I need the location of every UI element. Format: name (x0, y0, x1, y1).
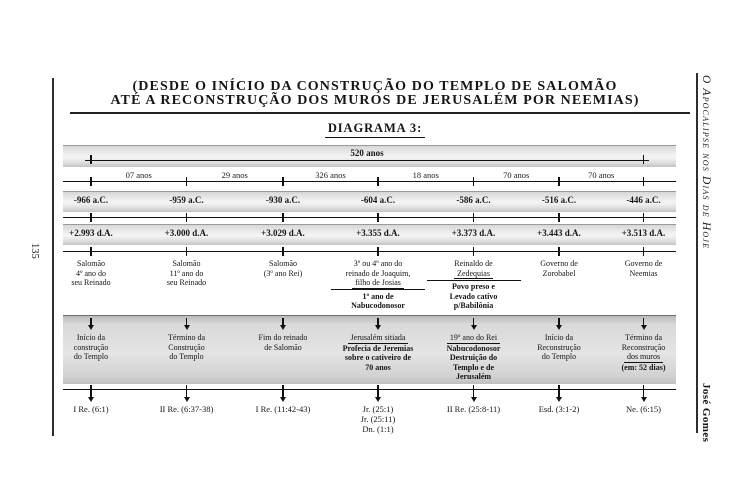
underlined-text: Zedequias (454, 269, 493, 280)
total-span-bar (63, 145, 676, 167)
tick-mark (377, 177, 378, 186)
reference-line: Jr. (25:11) (360, 414, 396, 424)
down-arrow-icon (470, 318, 477, 330)
period-line: Governo de (624, 259, 663, 268)
down-arrow-icon (280, 318, 287, 330)
interval-label: 70 anos (588, 170, 615, 180)
period-line: 3º ou 4º ano do (353, 259, 403, 268)
timeline-line-2 (63, 251, 676, 252)
arrow-head (471, 325, 477, 330)
period-description (331, 259, 425, 311)
arrow-head (88, 397, 94, 402)
year-ac-label: -966 a.C. (73, 195, 109, 205)
reference-line: I Re. (6:1) (73, 404, 109, 414)
arrow-stem (90, 390, 92, 397)
period-bold-line: Povo preso e (452, 282, 495, 292)
period-line: (3º ano Rei) (263, 268, 303, 278)
arrow-head (375, 325, 381, 330)
period-line: 4º ano do (75, 268, 107, 278)
down-arrow-icon (280, 390, 287, 402)
underlined-text: 19º ano do Rei (447, 333, 500, 344)
event-line: Reconstrução (621, 342, 666, 352)
period-line (427, 269, 521, 279)
underlined-text: dos muros (624, 352, 663, 363)
down-arrow-icon (640, 318, 647, 330)
scripture-reference (331, 404, 425, 434)
interval-line (63, 181, 676, 182)
period-line: Neemias (629, 268, 658, 278)
event-bold-line: (em: 52 dias) (621, 362, 666, 372)
arrow-stem (377, 390, 379, 397)
period-description (427, 259, 521, 311)
tick-mark (90, 155, 91, 164)
author-name: José Gomes (700, 383, 712, 443)
arrow-head (280, 397, 286, 402)
year-da-label: +3.029 d.A. (261, 228, 305, 238)
period-line (331, 278, 425, 288)
arrow-stem (377, 318, 379, 325)
arrow-head (184, 397, 190, 402)
right-border-rule (696, 73, 698, 433)
event-bold-line: Profecia de Jeremias (342, 343, 414, 353)
arrow-stem (186, 390, 188, 397)
event-line: do Templo (73, 352, 109, 362)
interval-label: 29 anos (221, 170, 248, 180)
event-bold-block (331, 344, 425, 373)
period-bold-line: Nabucodonosor (351, 301, 405, 311)
period-line: 11º ano do (169, 268, 204, 278)
tick-mark (186, 247, 187, 256)
total-span-label: 520 anos (350, 148, 384, 158)
page-title-line2: ATÉ A RECONSTRUÇÃO DOS MUROS DE JERUSALÉM POR NEEMIAS) (110, 93, 640, 108)
timeline-line-1 (63, 217, 676, 218)
arrow-head (375, 397, 381, 402)
down-arrow-icon (556, 390, 563, 402)
tick-mark (473, 247, 474, 256)
arrow-stem (282, 390, 284, 397)
diagram-label-wrap (60, 119, 690, 138)
period-description (236, 259, 330, 278)
reference-line: II Re. (6:37-38) (159, 404, 214, 414)
tick-mark (643, 155, 644, 164)
period-bold-line: Levado cativo (449, 291, 498, 301)
down-arrow-icon (183, 318, 190, 330)
event-description (140, 333, 234, 362)
reference-line: I Re. (11:42-43) (255, 404, 311, 414)
period-bold-block (331, 289, 425, 311)
period-line: Reinaldo de (454, 259, 493, 268)
event-line (427, 333, 521, 343)
arrow-stem (473, 390, 475, 397)
scripture-reference (236, 404, 330, 414)
reference-line: Jr. (25:1) (362, 404, 394, 414)
event-line: Início da (76, 333, 106, 342)
event-bold-line: sobre o cativeiro de (344, 353, 412, 363)
year-ac-label: -604 a.C. (360, 195, 396, 205)
timeline-diagram (63, 145, 676, 445)
arrow-stem (558, 390, 560, 397)
event-bold-line: Destruição do (449, 353, 498, 363)
event-line: do Templo (169, 352, 204, 362)
period-description (140, 259, 234, 288)
down-arrow-icon (556, 318, 563, 330)
period-line: Governo de (540, 259, 578, 268)
down-arrow-icon (470, 390, 477, 402)
tick-mark (558, 177, 559, 186)
reference-line: Dn. (1:1) (362, 424, 394, 434)
tick-mark (90, 247, 91, 256)
event-description (427, 333, 521, 382)
event-line: Início da (544, 333, 574, 342)
scripture-reference (597, 404, 691, 414)
references-line (63, 389, 676, 390)
arrow-stem (643, 318, 645, 325)
diagram-label: DIAGRAMA 3: (325, 121, 425, 138)
event-bold-block (597, 363, 691, 373)
reference-line: II Re. (25:8-11) (446, 404, 501, 414)
event-line: Término da (167, 333, 206, 342)
period-line: Zorobabel (542, 268, 576, 278)
event-line (597, 352, 691, 362)
arrow-head (556, 397, 562, 402)
year-ac-label: -930 a.C. (265, 195, 301, 205)
interval-label: 07 anos (125, 170, 152, 180)
year-ac-label: -959 a.C. (169, 195, 204, 205)
arrow-stem (643, 390, 645, 397)
event-description (236, 333, 330, 352)
event-bold-line: Templo e de (452, 362, 495, 372)
event-bold-block (427, 344, 521, 382)
tick-mark (558, 247, 559, 256)
underlined-text: filho de Josias (352, 278, 404, 289)
period-description (44, 259, 138, 288)
event-line: de Salomão (264, 342, 302, 352)
title-divider-rule (70, 112, 690, 114)
arrow-stem (186, 318, 188, 325)
period-line: seu Reinado (71, 278, 111, 288)
down-arrow-icon (375, 318, 382, 330)
year-ac-label: -516 a.C. (541, 195, 577, 205)
period-line: Salomão (172, 259, 201, 268)
period-line: reinado de Joaquim, (345, 268, 411, 278)
tick-mark (473, 213, 474, 222)
tick-mark (282, 213, 283, 222)
tick-mark (473, 177, 474, 186)
underlined-text: Jerusalém sitiada (348, 333, 409, 344)
tick-mark (282, 247, 283, 256)
period-bold-block (427, 280, 521, 311)
year-da-label: +3.355 d.A. (356, 228, 400, 238)
down-arrow-icon (88, 390, 95, 402)
period-line: Salomão (77, 259, 105, 268)
year-da-label: +2.993 d.A. (69, 228, 113, 238)
event-line: Construção (168, 342, 205, 352)
arrow-head (280, 325, 286, 330)
event-description (44, 333, 138, 362)
event-line: Término da (624, 333, 663, 342)
arrow-head (471, 397, 477, 402)
event-line: Reconstrução (537, 342, 581, 352)
arrow-head (641, 397, 647, 402)
event-line: Fim do reinado (258, 333, 308, 342)
down-arrow-icon (375, 390, 382, 402)
event-line: do Templo (541, 352, 577, 362)
scripture-reference (512, 404, 606, 414)
tick-mark (282, 177, 283, 186)
tick-mark (643, 177, 644, 186)
page-number: 135 (29, 243, 40, 259)
tick-mark (186, 177, 187, 186)
tick-mark (643, 247, 644, 256)
event-line (331, 333, 425, 343)
year-da-label: +3.443 d.A. (537, 228, 581, 238)
left-border-rule (52, 78, 54, 436)
period-line: seu Reinado (166, 278, 207, 288)
year-ac-label: -586 a.C. (456, 195, 491, 205)
event-description (597, 333, 691, 372)
tick-mark (186, 213, 187, 222)
page-title-line1: (DESDE O INÍCIO DA CONSTRUÇÃO DO TEMPLO DE SALOMÃO (132, 79, 618, 94)
tick-mark (558, 213, 559, 222)
down-arrow-icon (183, 390, 190, 402)
arrow-head (556, 325, 562, 330)
event-description (331, 333, 425, 372)
interval-label: 70 anos (503, 170, 530, 180)
interval-label: 18 anos (412, 170, 439, 180)
scripture-reference (427, 404, 521, 414)
interval-label: 326 anos (315, 170, 346, 180)
scripture-reference (140, 404, 234, 414)
year-da-label: +3.000 d.A. (164, 228, 209, 238)
arrow-head (184, 325, 190, 330)
arrow-stem (282, 318, 284, 325)
tick-mark (643, 213, 644, 222)
total-span-line (85, 160, 649, 161)
scripture-reference (44, 404, 138, 414)
reference-line: Esd. (3:1-2) (538, 404, 580, 414)
year-da-label: +3.513 d.A. (621, 228, 666, 238)
running-title: O Apocalipse nos Dias de Hoje (700, 75, 712, 250)
tick-mark (90, 177, 91, 186)
arrow-stem (90, 318, 92, 325)
reference-line: Ne. (6:15) (626, 404, 661, 414)
tick-mark (90, 213, 91, 222)
event-bold-line: Jerusalém (455, 372, 492, 382)
tick-mark (377, 213, 378, 222)
arrow-stem (473, 318, 475, 325)
period-line: Salomão (269, 259, 297, 268)
event-bold-line: Nabucodonosor (446, 343, 501, 353)
period-description (597, 259, 691, 278)
event-bold-line: 70 anos (365, 362, 391, 372)
period-description (512, 259, 606, 278)
arrow-head (641, 325, 647, 330)
tick-mark (377, 247, 378, 256)
period-bold-line: p/Babilônia (453, 301, 494, 311)
year-ac-label: -446 a.C. (626, 195, 661, 205)
arrow-stem (558, 318, 560, 325)
event-line: construção (73, 342, 109, 352)
event-description (512, 333, 606, 362)
year-da-label: +3.373 d.A. (451, 228, 496, 238)
arrow-head (88, 325, 94, 330)
down-arrow-icon (88, 318, 95, 330)
down-arrow-icon (640, 390, 647, 402)
period-bold-line: 1º ano de (362, 291, 394, 301)
